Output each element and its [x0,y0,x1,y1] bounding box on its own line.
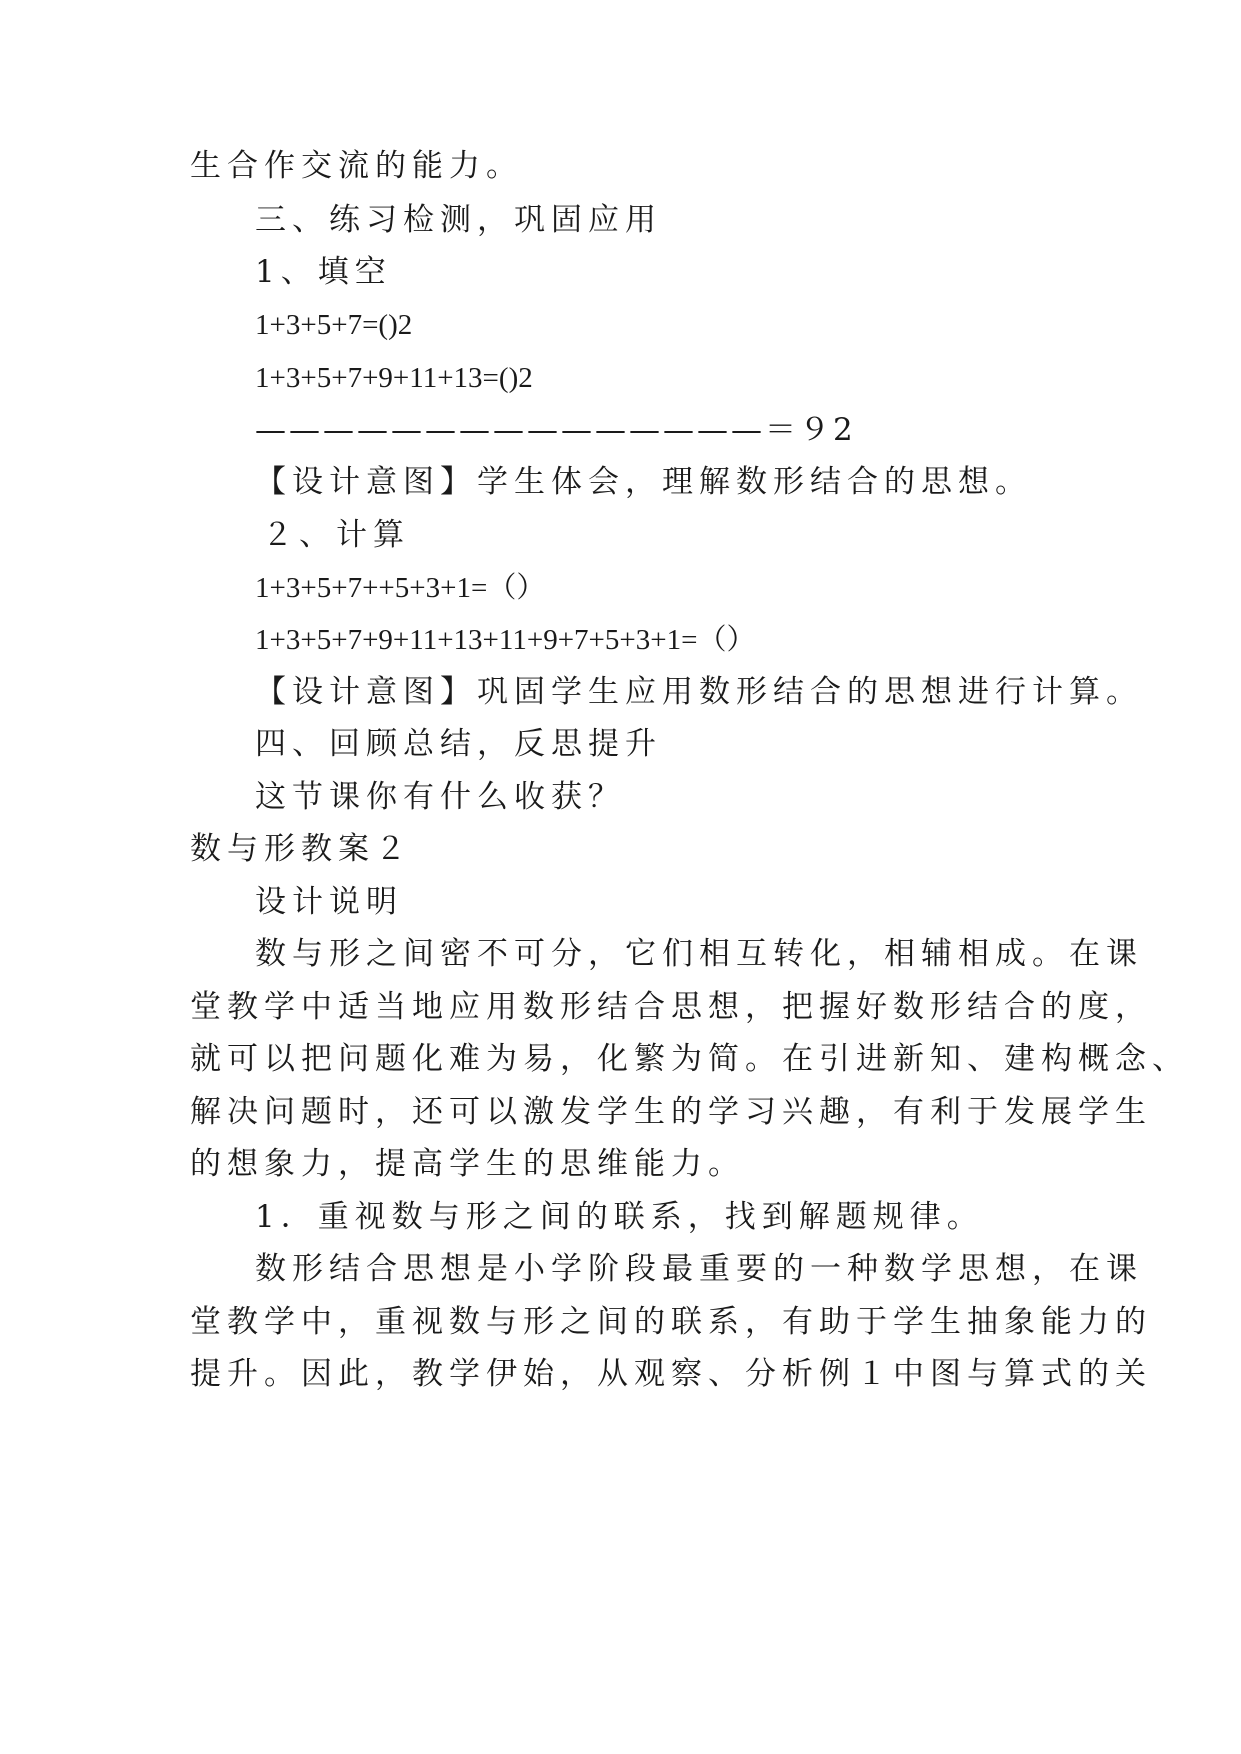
math-expression: 1+3+5+7+9+11+13=()2 [255,362,533,394]
paragraph-line: 数与形之间密不可分，它们相互转化，相辅相成。在课 [255,936,1143,972]
subsection-heading: ２、计算 [262,517,410,553]
math-expression: 1+3+5+7++5+3+1=（） [255,572,546,604]
section-heading: 三、练习检测，巩固应用 [255,202,662,238]
document-title: 数与形教案２ [190,831,412,867]
paragraph-line: 的想象力，提高学生的思维能力。 [190,1146,745,1182]
section-heading: 四、回顾总结，反思提升 [255,726,662,762]
paragraph-line: 生合作交流的能力。 [190,148,523,184]
math-expression: ———————————————＝９2 [255,412,856,448]
paragraph-line: 堂教学中，重视数与形之间的联系，有助于学生抽象能力的 [190,1304,1152,1340]
subsection-heading: 1、填空 [255,254,392,290]
design-intent-note: 【设计意图】巩固学生应用数形结合的思想进行计算。 [255,674,1143,710]
design-intent-note: 【设计意图】学生体会，理解数形结合的思想。 [255,464,1032,500]
paragraph-line: 这节课你有什么收获？ [255,779,625,815]
numbered-point: 1．重视数与形之间的联系，找到解题规律。 [255,1199,984,1235]
section-heading: 设计说明 [255,884,403,920]
math-expression: 1+3+5+7+9+11+13+11+9+7+5+3+1=（） [255,624,756,656]
paragraph-line: 提升。因此，教学伊始，从观察、分析例１中图与算式的关 [190,1356,1152,1392]
paragraph-line: 解决问题时，还可以激发学生的学习兴趣，有利于发展学生 [190,1094,1152,1130]
paragraph-line: 就可以把问题化难为易，化繁为简。在引进新知、建构概念、 [190,1041,1189,1077]
math-expression: 1+3+5+7=()2 [255,309,413,341]
paragraph-line: 堂教学中适当地应用数形结合思想，把握好数形结合的度， [190,989,1152,1025]
paragraph-line: 数形结合思想是小学阶段最重要的一种数学思想，在课 [255,1251,1143,1287]
